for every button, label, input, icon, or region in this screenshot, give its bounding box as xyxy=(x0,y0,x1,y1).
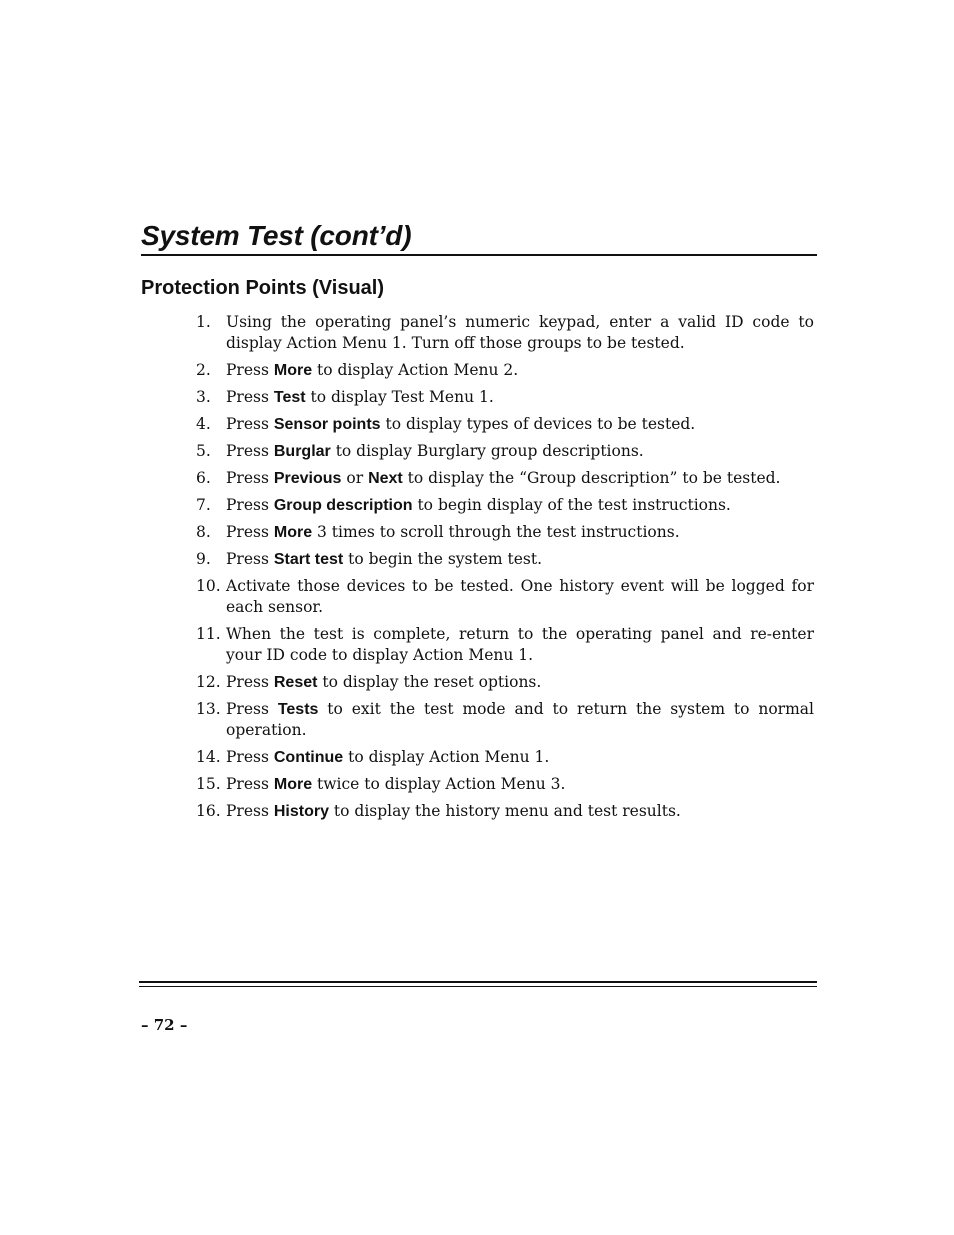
step-text xyxy=(226,469,780,487)
key-label: Sensor points xyxy=(273,416,381,433)
step-text-run: to display types of devices to be tested. xyxy=(380,415,696,433)
list-item xyxy=(196,522,814,543)
step-number: 14. xyxy=(196,748,221,766)
page-number: – 72 – xyxy=(141,1016,188,1034)
list-item xyxy=(196,672,814,693)
key-label: Burglar xyxy=(273,443,331,460)
step-text xyxy=(226,388,494,406)
key-label: Next xyxy=(368,470,403,487)
key-label: Start test xyxy=(273,551,344,568)
step-text-run: Press xyxy=(226,523,274,541)
step-text xyxy=(226,577,814,616)
step-text-run: Press xyxy=(226,442,274,460)
list-item xyxy=(196,312,814,354)
key-label: Previous xyxy=(273,470,342,487)
step-number: 6. xyxy=(196,469,211,487)
step-number: 9. xyxy=(196,550,211,568)
step-number: 15. xyxy=(196,775,221,793)
step-text xyxy=(226,775,565,793)
list-item xyxy=(196,360,814,381)
list-item xyxy=(196,774,814,795)
step-text-run: 3 times to scroll through the test instructions. xyxy=(312,523,680,541)
list-item xyxy=(196,549,814,570)
step-text xyxy=(226,442,644,460)
step-number: 8. xyxy=(196,523,211,541)
step-text-run: Press xyxy=(226,550,274,568)
step-text-run: to display Burglary group descriptions. xyxy=(330,442,644,460)
step-number: 16. xyxy=(196,802,221,820)
list-item xyxy=(196,441,814,462)
step-text-run: to begin display of the test instructions. xyxy=(412,496,731,514)
step-text-run: Press xyxy=(226,496,274,514)
step-number: 1. xyxy=(196,313,211,331)
list-item xyxy=(196,699,814,741)
step-text-run: Activate those devices to be tested. One history event will be logged for each sensor. xyxy=(226,577,814,616)
step-number: 7. xyxy=(196,496,211,514)
step-text-run: When the test is complete, return to the operating panel and re-enter your ID code to display Action Menu 1. xyxy=(226,625,814,664)
step-number: 11. xyxy=(196,625,221,643)
key-label: Tests xyxy=(277,701,319,718)
list-item xyxy=(196,468,814,489)
step-text xyxy=(226,673,541,691)
list-item xyxy=(196,801,814,822)
page-title: System Test (cont’d) xyxy=(141,220,412,251)
list-item xyxy=(196,747,814,768)
step-text-run: Press xyxy=(226,361,274,379)
key-label: More xyxy=(273,776,313,793)
steps-list xyxy=(196,312,814,828)
step-text xyxy=(226,550,542,568)
list-item xyxy=(196,387,814,408)
step-number: 2. xyxy=(196,361,211,379)
step-text xyxy=(226,415,695,433)
key-label: More xyxy=(273,362,313,379)
title-rule xyxy=(141,254,817,256)
step-number: 12. xyxy=(196,673,221,691)
step-text-run: Press xyxy=(226,673,274,691)
list-item xyxy=(196,576,814,618)
footer-rule-thin xyxy=(139,986,817,987)
step-number: 10. xyxy=(196,577,221,595)
step-text xyxy=(226,748,549,766)
section-heading: Protection Points (Visual) xyxy=(141,277,384,299)
step-text-run: twice to display Action Menu 3. xyxy=(312,775,566,793)
step-text-run: Press xyxy=(226,415,274,433)
list-item xyxy=(196,495,814,516)
step-text-run: to begin the system test. xyxy=(343,550,543,568)
step-text xyxy=(226,361,518,379)
step-number: 13. xyxy=(196,700,221,718)
footer-rule xyxy=(139,981,817,983)
step-text xyxy=(226,802,681,820)
step-text-run: to display Test Menu 1. xyxy=(305,388,494,406)
step-number: 3. xyxy=(196,388,211,406)
list-item xyxy=(196,414,814,435)
step-text-run: or xyxy=(341,469,369,487)
key-label: Test xyxy=(273,389,306,406)
step-text-run: to display the history menu and test results. xyxy=(328,802,681,820)
step-text-run: Press xyxy=(226,700,278,718)
list-item xyxy=(196,624,814,666)
step-text-run: Press xyxy=(226,775,274,793)
step-text xyxy=(226,496,731,514)
key-label: Reset xyxy=(273,674,318,691)
step-number: 5. xyxy=(196,442,211,460)
step-text-run: Press xyxy=(226,469,274,487)
step-number: 4. xyxy=(196,415,211,433)
step-text-run: to display the “Group description” to be tested. xyxy=(402,469,781,487)
step-text-run: Press xyxy=(226,388,274,406)
step-text-run: Press xyxy=(226,748,274,766)
key-label: History xyxy=(273,803,329,820)
step-text-run: to display the reset options. xyxy=(317,673,542,691)
step-text-run: to display Action Menu 1. xyxy=(343,748,550,766)
step-text-run: Using the operating panel’s numeric keypad, enter a valid ID code to display Action Menu 1. Turn off those groups to be tested. xyxy=(226,313,814,352)
key-label: Group description xyxy=(273,497,413,514)
step-text-run: to display Action Menu 2. xyxy=(312,361,519,379)
step-text xyxy=(226,523,680,541)
step-text-run: Press xyxy=(226,802,274,820)
step-text xyxy=(226,625,814,664)
step-text xyxy=(226,700,814,739)
key-label: Continue xyxy=(273,749,344,766)
step-text xyxy=(226,313,814,352)
key-label: More xyxy=(273,524,313,541)
step-text-run: to exit the test mode and to return the system to normal operation. xyxy=(226,700,814,739)
